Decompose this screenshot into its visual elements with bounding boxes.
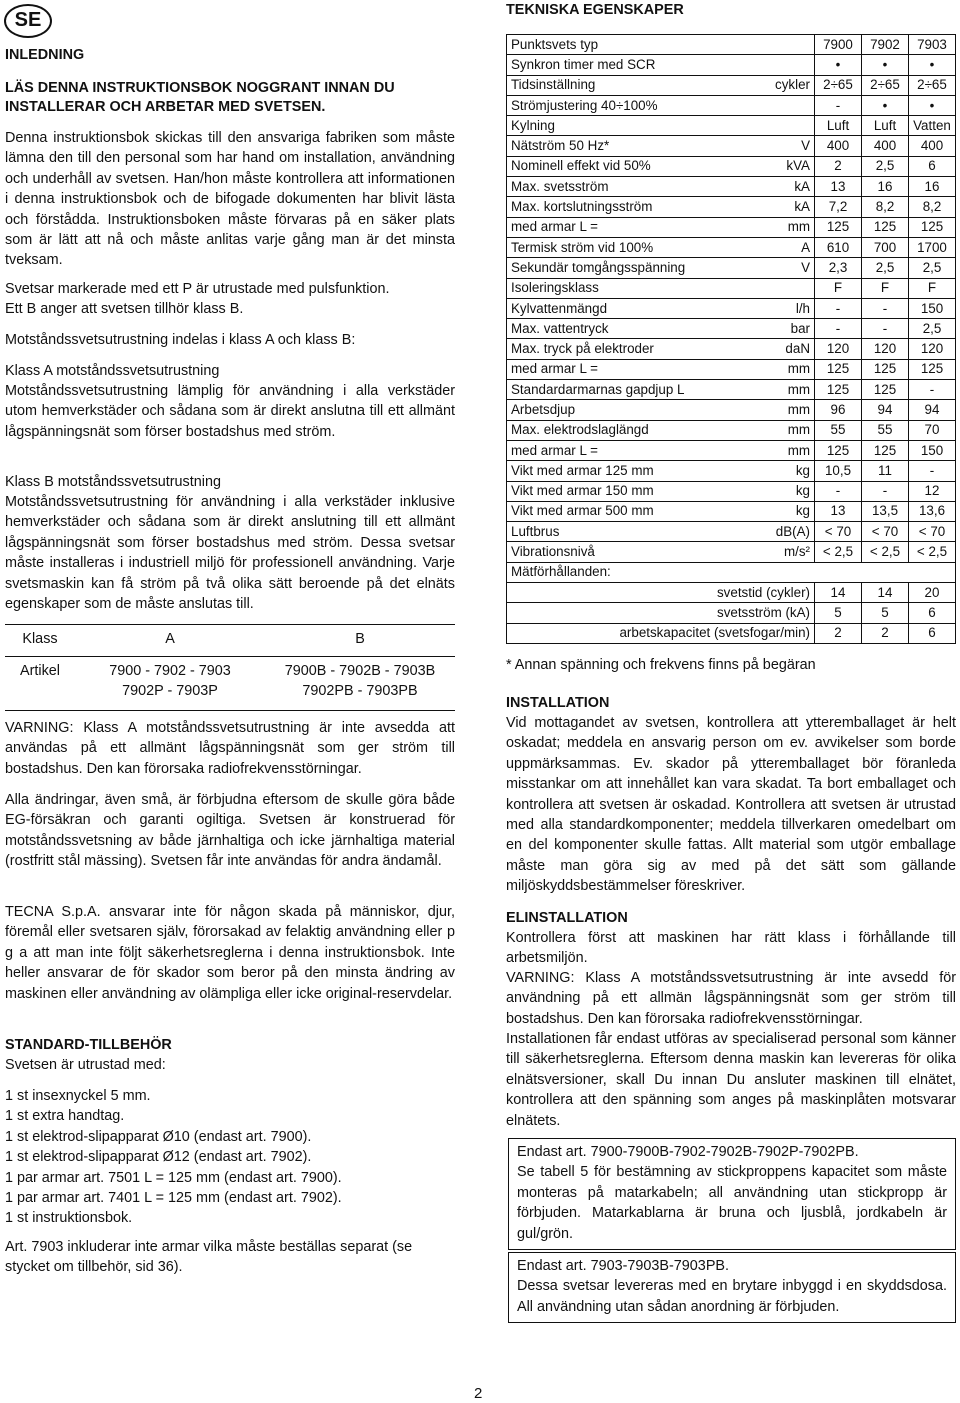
spec-value-col2: 55 — [862, 420, 909, 440]
spec-value-col3: 8,2 — [909, 197, 956, 217]
table-row — [507, 177, 956, 197]
spec-value-col2: 125 — [862, 359, 909, 379]
class-a-text: Motståndssvetsutrustning lämplig för användning i alla verkstäder utom hemverkstäder och sådana som är direkt anslutna till ett allmänt lågspänningsnät som förser bostadshus med ström. — [5, 383, 455, 440]
spec-label: Max. kortslutningsström — [507, 197, 735, 217]
liability-paragraph: TECNA S.p.A. ansvarar inte för någon skada på människor, djur, föremål eller svetsaren själv, förorsakad av felaktig användning eller p g a att man inte följt säkerhetsreglerna i denna instruktionsbok. Inte heller ansvarar de för skador som beror på den minsta ändring av maskinen eller användning av olämpliga eller icke original-reservdelar. — [5, 904, 455, 1002]
condition-value-col1: 2 — [815, 623, 862, 643]
accessories-heading: STANDARD-TILLBEHÖR — [5, 1037, 172, 1053]
condition-value-col2: 2 — [862, 623, 909, 643]
spec-label: Termisk ström vid 100% — [507, 237, 735, 257]
spec-value-col1: 13 — [815, 177, 862, 197]
table-row — [507, 380, 956, 400]
spec-value-col2: 125 — [862, 217, 909, 237]
spec-value-col3: 125 — [909, 217, 956, 237]
spec-value-col1: Luft — [815, 116, 862, 136]
spec-value-col1: - — [815, 319, 862, 339]
spec-label: Tidsinställning — [507, 75, 735, 95]
spec-value-col3: 150 — [909, 298, 956, 318]
spec-value-col1: - — [815, 95, 862, 115]
spec-value-col2: < 2,5 — [862, 542, 909, 562]
table-row — [507, 319, 956, 339]
spec-value-col2: 2,5 — [862, 156, 909, 176]
class-b-articles — [265, 661, 455, 702]
spec-value-col2: - — [862, 298, 909, 318]
warning-paragraph: VARNING: Klass A motståndssvetsutrustning är inte avsedda att användas på ett allmänt lågspänningsnät som ger ström till bostadshus. Den kan förorsaka radiofrekvensstörningar. — [5, 720, 455, 777]
spec-value-col2: 8,2 — [862, 197, 909, 217]
spec-value-col3: 70 — [909, 420, 956, 440]
table-row — [507, 522, 956, 542]
spec-unit: mm — [735, 380, 815, 400]
spec-value-col2: 2÷65 — [862, 75, 909, 95]
spec-value-col1: 125 — [815, 217, 862, 237]
spec-value-col3: < 70 — [909, 522, 956, 542]
spec-label: Max. tryck på elektroder — [507, 339, 735, 359]
spec-unit: daN — [735, 339, 815, 359]
spec-label: med armar L = — [507, 440, 735, 460]
spec-value-col2: 16 — [862, 177, 909, 197]
installation-text: Vid mottagandet av svetsen, kontrollera att ytteremballaget är helt oskadat; meddela en ansvarig person om ev. avvikelser som borde uppmärksammas. Ev. skador på ytteremballaget bör föranleda misstankar om att innehållet kan vara skadat. Ta bort emballaget och kontrollera att svetsen är oskadad. Kontrollera att svetsen är utrustad med alla standardkomponenter; meddela tillverkaren omedelbart om en del komponenter skulle fattas. Allt material som utgör emballage måste man göra sig av med på det sätt som gällande miljöskyddsbestämmelser föreskriver. — [506, 715, 956, 895]
spec-value-col2: 7902 — [862, 35, 909, 55]
class-a-articles — [75, 661, 265, 702]
intro-subheading-line2: INSTALLERAR OCH ARBETAR MED SVETSEN. — [5, 99, 326, 115]
class-table-header — [5, 625, 455, 657]
table-row — [507, 116, 956, 136]
spec-value-col1: 125 — [815, 440, 862, 460]
spec-label: Standardarmarnas gapdjup L — [507, 380, 735, 400]
spec-label: Kylvattenmängd — [507, 298, 735, 318]
table-row — [507, 400, 956, 420]
class-header-label: Klass — [22, 631, 58, 647]
condition-value-col3: 6 — [909, 623, 956, 643]
spec-value-col1: 400 — [815, 136, 862, 156]
condition-label: svetstid (cykler) — [507, 583, 815, 603]
class-b-articles-line2: 7902PB - 7903PB — [302, 683, 418, 700]
spec-value-col2: 400 — [862, 136, 909, 156]
spec-unit: mm — [735, 359, 815, 379]
condition-value-col2: 5 — [862, 603, 909, 623]
class-header-b: B — [355, 631, 365, 647]
spec-value-col3: < 2,5 — [909, 542, 956, 562]
class-header-a: A — [165, 631, 175, 647]
class-table-row — [5, 657, 455, 710]
class-b-title: Klass B motståndssvetsutrustning — [5, 474, 221, 490]
list-item: 1 st instruktionsbok. — [5, 1210, 133, 1227]
spec-value-col1: 2,3 — [815, 258, 862, 278]
spec-label: Nätström 50 Hz* — [507, 136, 735, 156]
table-row — [507, 298, 956, 318]
table-row — [507, 583, 956, 603]
spec-value-col1: < 70 — [815, 522, 862, 542]
notice-box-2-text: Dessa svetsar levereras med en brytare inbyggd i en skyddsdosa. All användning utan sådan anordning är förbjuden. — [517, 1278, 947, 1315]
spec-value-col3: 13,6 — [909, 501, 956, 521]
list-item: 1 par armar art. 7401 L = 125 mm (endast art. 7902). — [5, 1190, 342, 1207]
table-row — [507, 95, 956, 115]
spec-label: med armar L = — [507, 359, 735, 379]
spec-value-col1: 13 — [815, 501, 862, 521]
changes-paragraph: Alla ändringar, även små, är förbjudna eftersom de skulle göra både EG-försäkran och garanti ogiltiga. Svetsen är konstruerad för motståndssvetsning av både järnhaltiga och icke järnhaltiga material (rostfritt stål mässing). Svetsen får inte användas för andra ändamål. — [5, 792, 455, 870]
notice-box-1-text: Se tabell 5 för bestämning av stickproppens kapacitet som måste monteras på matarkabeln; all användning utan stickpropp är förbjuden. Matarkablarna är bruna och ljusblå, jordkabeln är gul/grön. — [517, 1164, 947, 1242]
spec-value-col1: 120 — [815, 339, 862, 359]
notice-box-2 — [508, 1252, 956, 1323]
spec-value-col3: • — [909, 55, 956, 75]
list-item: 1 st insexnyckel 5 mm. — [5, 1088, 151, 1104]
spec-value-col3: Vatten — [909, 116, 956, 136]
electrical-p3: Installationen får endast utföras av specialiserad personal som känner till säkerhetsreglerna. Eftersom denna maskin kan levereras för olika elnätsversioner, skall Du innan Du ansluter maskinen till elnätet, kontrollera att den spänning som anges på maskinplåten motsvarar elnätets. — [506, 1031, 956, 1129]
spec-unit: l/h — [735, 298, 815, 318]
spec-unit: mm — [735, 440, 815, 460]
spec-value-col3: 2,5 — [909, 258, 956, 278]
spec-value-col1: 2 — [815, 156, 862, 176]
notice-box-2-title: Endast art. 7903-7903B-7903PB. — [517, 1258, 730, 1274]
class-a-title: Klass A motståndssvetsutrustning — [5, 363, 220, 379]
spec-unit: kA — [735, 197, 815, 217]
spec-label: Vikt med armar 150 mm — [507, 481, 735, 501]
spec-value-col2: 125 — [862, 440, 909, 460]
spec-value-col2: 2,5 — [862, 258, 909, 278]
table-row — [507, 55, 956, 75]
spec-value-col3: 94 — [909, 400, 956, 420]
specs-footnote: * Annan spänning och frekvens finns på begäran — [506, 657, 816, 673]
spec-label: Nominell effekt vid 50% — [507, 156, 735, 176]
table-row — [507, 217, 956, 237]
specs-table — [506, 34, 956, 644]
spec-unit: m/s² — [735, 542, 815, 562]
intro-subheading-line1: LÄS DENNA INSTRUKTIONSBOK NOGGRANT INNAN DU — [5, 80, 395, 96]
spec-label: Vikt med armar 500 mm — [507, 501, 735, 521]
table-row — [507, 156, 956, 176]
list-item: 1 st extra handtag. — [5, 1108, 125, 1125]
specs-heading: TEKNISKA EGENSKAPER — [506, 2, 684, 18]
spec-value-col3: 7903 — [909, 35, 956, 55]
spec-unit: mm — [735, 217, 815, 237]
spec-unit: kg — [735, 501, 815, 521]
table-row — [507, 542, 956, 562]
spec-value-col3: - — [909, 380, 956, 400]
spec-unit: kA — [735, 177, 815, 197]
table-row — [507, 481, 956, 501]
table-row — [507, 35, 956, 55]
class-table — [5, 624, 455, 711]
spec-unit: kg — [735, 481, 815, 501]
condition-label: arbetskapacitet (svetsfogar/min) — [507, 623, 815, 643]
spec-value-col1: - — [815, 298, 862, 318]
spec-value-col1: 10,5 — [815, 461, 862, 481]
class-a-articles-line1: 7900 - 7902 - 7903 — [109, 663, 231, 679]
condition-value-col2: 14 — [862, 583, 909, 603]
spec-label: med armar L = — [507, 217, 735, 237]
spec-label: Max. vattentryck — [507, 319, 735, 339]
spec-value-col1: 2÷65 — [815, 75, 862, 95]
spec-label: Strömjustering 40÷100% — [507, 95, 735, 115]
spec-unit: bar — [735, 319, 815, 339]
article-label: Artikel — [20, 663, 60, 679]
spec-value-col3: 2,5 — [909, 319, 956, 339]
list-item: 1 par armar art. 7501 L = 125 mm (endast art. 7900). — [5, 1169, 342, 1186]
spec-unit — [735, 35, 815, 55]
intro-paragraph: Denna instruktionsbok skickas till den ansvariga fabriken som måste lämna den till den personal som har hand om installation, användning och underhåll av svetsen. Han/hon måste kontrollera att informationen i denna instruktionsbok och de bifogade dokumenten har blivit lästa och förstådda. Instruktionsboken måste förvaras på en säker plats som är lätt att nå och måste anlitas varje gång man är det minsta tveksam. — [5, 130, 455, 269]
class-a-articles-line2: 7902P - 7903P — [122, 683, 218, 700]
spec-label: Kylning — [507, 116, 735, 136]
class-b-articles-line1: 7900B - 7902B - 7903B — [284, 663, 436, 679]
class-intro: Motståndssvetsutrustning indelas i klass A och klass B: — [5, 332, 356, 348]
spec-unit: kg — [735, 461, 815, 481]
spec-value-col2: 700 — [862, 237, 909, 257]
accessories-intro: Svetsen är utrustad med: — [5, 1057, 166, 1073]
table-row — [507, 339, 956, 359]
table-row — [507, 359, 956, 379]
class-b-note: Ett B anger att svetsen tillhör klass B. — [5, 301, 244, 317]
spec-value-col1: 7,2 — [815, 197, 862, 217]
language-badge: SE — [4, 4, 52, 38]
spec-value-col2: 125 — [862, 380, 909, 400]
condition-label: svetsström (kA) — [507, 603, 815, 623]
spec-value-col3: 2÷65 — [909, 75, 956, 95]
table-row — [507, 75, 956, 95]
spec-label: Max. svetsström — [507, 177, 735, 197]
table-row — [507, 603, 956, 623]
table-row — [507, 237, 956, 257]
accessories-note: Art. 7903 inkluderar inte armar vilka måste beställas separat (se stycket om tillbehör, sid 36). — [5, 1239, 413, 1276]
spec-value-col2: F — [862, 278, 909, 298]
spec-unit: cykler — [735, 75, 815, 95]
spec-value-col3: 125 — [909, 359, 956, 379]
electrical-p1: Kontrollera först att maskinen har rätt klass i förhållande till arbetsmiljön. — [506, 930, 956, 967]
spec-value-col3: F — [909, 278, 956, 298]
spec-value-col2: 120 — [862, 339, 909, 359]
condition-value-col3: 6 — [909, 603, 956, 623]
spec-value-col1: 610 — [815, 237, 862, 257]
spec-value-col1: F — [815, 278, 862, 298]
table-row — [507, 258, 956, 278]
table-row — [507, 197, 956, 217]
condition-value-col3: 20 — [909, 583, 956, 603]
spec-value-col2: • — [862, 95, 909, 115]
spec-value-col2: - — [862, 481, 909, 501]
accessories-list — [5, 1086, 455, 1229]
spec-value-col2: 94 — [862, 400, 909, 420]
spec-unit — [735, 278, 815, 298]
spec-value-col3: 400 — [909, 136, 956, 156]
table-row — [507, 136, 956, 156]
electrical-heading: ELINSTALLATION — [506, 910, 628, 926]
list-item: 1 st elektrod-slipapparat Ø10 (endast art. 7900). — [5, 1128, 312, 1145]
spec-value-col2: < 70 — [862, 522, 909, 542]
pulse-note: Svetsar markerade med ett P är utrustade med pulsfunktion. — [5, 281, 390, 297]
spec-value-col1: 96 — [815, 400, 862, 420]
spec-label: Punktsvets typ — [507, 35, 735, 55]
spec-value-col2: 13,5 — [862, 501, 909, 521]
spec-unit: kVA — [735, 156, 815, 176]
spec-label: Arbetsdjup — [507, 400, 735, 420]
spec-unit: V — [735, 258, 815, 278]
spec-value-col1: • — [815, 55, 862, 75]
spec-unit: dB(A) — [735, 522, 815, 542]
table-row — [507, 461, 956, 481]
spec-value-col2: 11 — [862, 461, 909, 481]
spec-value-col2: Luft — [862, 116, 909, 136]
page-number: 2 — [474, 1385, 483, 1402]
spec-value-col3: 16 — [909, 177, 956, 197]
spec-label: Max. elektrodslaglängd — [507, 420, 735, 440]
spec-label: Isoleringsklass — [507, 278, 735, 298]
spec-label: Synkron timer med SCR — [507, 55, 735, 75]
condition-value-col1: 14 — [815, 583, 862, 603]
list-item: 1 st elektrod-slipapparat Ø12 (endast art. 7902). — [5, 1149, 312, 1166]
spec-value-col3: 6 — [909, 156, 956, 176]
table-row — [507, 623, 956, 643]
spec-value-col1: 125 — [815, 359, 862, 379]
spec-label: Luftbrus — [507, 522, 735, 542]
spec-value-col1: 7900 — [815, 35, 862, 55]
spec-unit — [735, 116, 815, 136]
spec-value-col3: • — [909, 95, 956, 115]
intro-heading: INLEDNING — [5, 47, 85, 63]
table-row — [507, 501, 956, 521]
spec-unit: A — [735, 237, 815, 257]
spec-value-col1: - — [815, 481, 862, 501]
condition-value-col1: 5 — [815, 603, 862, 623]
spec-value-col3: 150 — [909, 440, 956, 460]
installation-heading: INSTALLATION — [506, 695, 610, 711]
table-row — [507, 278, 956, 298]
spec-label: Vibrationsnivå — [507, 542, 735, 562]
notice-box-1-title: Endast art. 7900-7900B-7902-7902B-7902P-7902PB. — [517, 1144, 859, 1160]
spec-label: Sekundär tomgångsspänning — [507, 258, 735, 278]
spec-value-col1: < 2,5 — [815, 542, 862, 562]
spec-unit: V — [735, 136, 815, 156]
table-row — [507, 562, 956, 582]
spec-value-col1: 55 — [815, 420, 862, 440]
spec-unit: mm — [735, 400, 815, 420]
spec-value-col3: 120 — [909, 339, 956, 359]
table-row — [507, 420, 956, 440]
spec-unit — [735, 95, 815, 115]
notice-box-1 — [508, 1138, 956, 1250]
conditions-label: Mätförhållanden: — [507, 562, 956, 582]
class-b-text: Motståndssvetsutrustning för användning i alla verkstäder inklusive hemverkstäder och sådana som är direkt anslutning till ett allmänt lågspänningsnät som förser bostadshus med ström. Dessa svetsar måste installeras i industriell miljö för professionell användning. Varje svetsmaskin kan få ström på två olika sätt beroende på det elnäts egenskaper som de måste anslutas till. — [5, 494, 455, 613]
spec-value-col2: - — [862, 319, 909, 339]
table-row — [507, 440, 956, 460]
spec-value-col3: 1700 — [909, 237, 956, 257]
spec-label: Vikt med armar 125 mm — [507, 461, 735, 481]
spec-value-col3: - — [909, 461, 956, 481]
electrical-warning: VARNING: Klass A motståndssvetsutrustning är inte avsedd för användning på ett allmän lågspänningsnät som ger ström till bostadshus. Den kan förorsaka radiofrekvensstörningar. — [506, 970, 956, 1027]
spec-unit: mm — [735, 420, 815, 440]
spec-value-col1: 125 — [815, 380, 862, 400]
spec-value-col2: • — [862, 55, 909, 75]
spec-unit — [735, 55, 815, 75]
spec-value-col3: 12 — [909, 481, 956, 501]
